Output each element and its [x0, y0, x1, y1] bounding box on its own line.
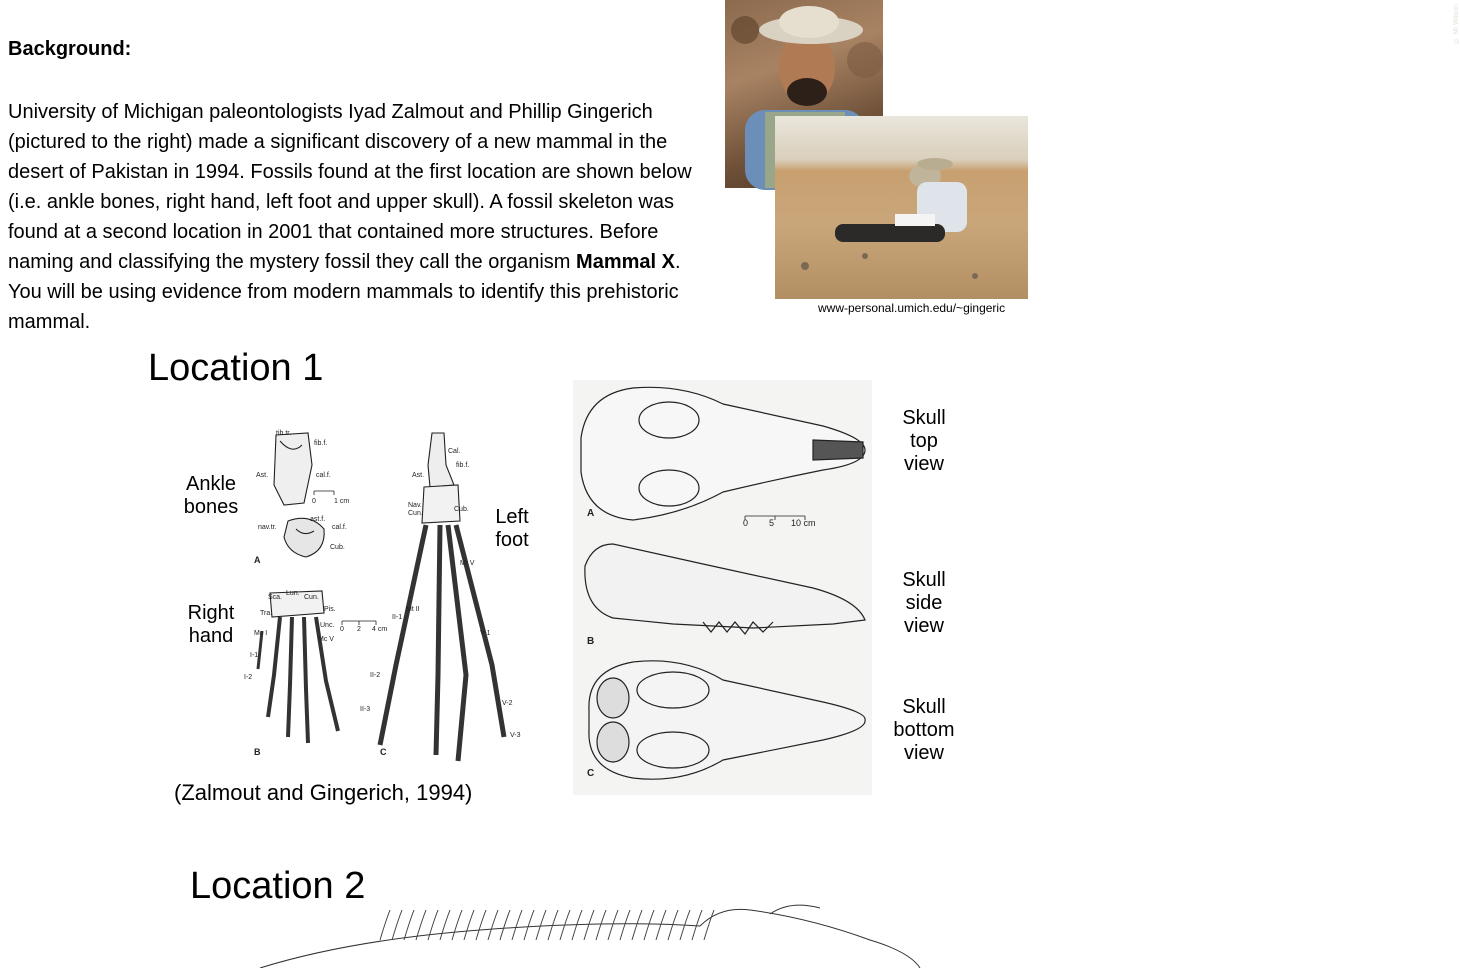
bone-tag: Nav. [408, 502, 422, 509]
bone-tag: II-2 [370, 672, 381, 679]
bone-tag: Cal. [448, 448, 461, 455]
location-1-title: Location 1 [148, 347, 324, 389]
skeleton-rib [632, 910, 642, 940]
skeleton-rib [488, 910, 498, 940]
bone-tag: Tra. [260, 610, 273, 617]
skeleton-rib [512, 910, 522, 940]
bone-tag: ast.f. [310, 516, 326, 523]
hand-scale-label: 4 cm [372, 626, 388, 633]
bone-tag: fib.f. [314, 440, 328, 447]
skeleton-rib [464, 910, 474, 940]
ankle-scale-label: 0 [312, 498, 316, 505]
citation: (Zalmout and Gingerich, 1994) [174, 780, 473, 805]
bone-tag: nav.tr. [258, 524, 277, 531]
skeleton-rib [656, 910, 666, 940]
skeleton-rib [536, 910, 546, 940]
skeleton-rib [620, 910, 630, 940]
figure-letter-a: A [254, 555, 261, 565]
skeleton-rib [440, 910, 450, 940]
photo-credit: www-personal.umich.edu/~gingeric [818, 301, 1006, 315]
skeleton-rib [380, 910, 390, 940]
hand-scale-label: 0 [340, 626, 344, 633]
skeleton-rib [644, 910, 654, 940]
bone-tag: II-1 [392, 614, 403, 621]
bone-tag: Cun. [304, 594, 319, 601]
bone-tag: Ast. [256, 472, 269, 479]
bone-tag: Cun. [408, 510, 423, 517]
background-text-1: University of Michigan paleontologists Iyad Zalmout and Phillip Gingerich (pictured to the right) made a significant discovery of a new mammal in the desert of Pakistan in 1994. Fossils found at the first location are shown below (i.e. ankle bones, right hand, left foot and upper skull). A fossil skeleton was found at a second location in 2001 that contained more structures. Before naming and classifying the mystery fossil they call the organism [8, 101, 692, 273]
photo-small-credit: © Mi Wilson [1453, 4, 1460, 44]
bone-tag: cal.f. [332, 524, 347, 531]
bone-tag: I-2 [244, 674, 253, 681]
label-skull-top: Skull top view [902, 407, 946, 475]
background-heading: Background: [8, 38, 132, 60]
photo-gingerich [775, 116, 1028, 299]
hand-scale-label: 2 [357, 626, 361, 633]
bone-tag: Lun. [286, 590, 300, 597]
label-skull-bottom: Skull bottom view [893, 696, 955, 764]
bone-tag: fib.f. [456, 462, 470, 469]
skeleton-rib [392, 910, 402, 940]
mammal-x-term: Mammal X [576, 251, 675, 273]
ankle-scale-label: 1 cm [334, 498, 350, 505]
bone-tag: Ast. [412, 472, 425, 479]
label-skull-side: Skull side view [902, 569, 946, 637]
skeleton-rib [608, 910, 618, 940]
skull-letter-c: C [587, 768, 595, 779]
skeleton-rib [500, 910, 510, 940]
bone-tag: Cub. [330, 544, 345, 551]
skeleton-rib [704, 910, 714, 940]
bone-tag: V-3 [510, 732, 521, 739]
skull-illustration-panel [573, 380, 872, 795]
bone-tag: I-1 [250, 652, 259, 659]
skull-letter-b: B [587, 636, 595, 647]
background-text-2: . You will be using evidence from modern mammals to identify this prehistoric mammal. [8, 251, 681, 333]
skeleton-rib [596, 910, 606, 940]
bone-tag: Mc I [254, 630, 268, 637]
bone-tag: tib.tr. [276, 430, 292, 437]
background-paragraph [8, 97, 698, 337]
label-ankle-bones: Ankle bones [183, 473, 239, 518]
bone-tag: Pis. [324, 606, 336, 613]
bone-tag: Mc V [318, 636, 334, 643]
skeleton-illustration [230, 900, 930, 968]
skull-scale-label: 5 [769, 518, 775, 528]
bone-tag: Cub. [454, 506, 469, 513]
label-right-hand: Right hand [187, 602, 235, 647]
bone-tag: Mt V [460, 560, 475, 567]
label-left-foot: Left foot [495, 506, 529, 551]
skull-letter-a: A [587, 508, 595, 519]
skeleton-rib [584, 910, 594, 940]
skeleton-rib [452, 910, 462, 940]
skeleton-rib [404, 910, 414, 940]
ankle-hand-foot-illustration [240, 425, 540, 775]
skeleton-rib [476, 910, 486, 940]
skeleton-rib [428, 910, 438, 940]
bone-tag: Mt II [406, 606, 420, 613]
figure-letter-b: B [254, 747, 261, 757]
bone-tag: V-2 [502, 700, 513, 707]
figure-letter-c: C [380, 747, 387, 757]
skull-scale-label: 10 cm [791, 518, 816, 528]
bone-tag: cal.f. [316, 472, 331, 479]
bone-tag: II-3 [360, 706, 371, 713]
bone-tag: Sca. [268, 594, 283, 601]
bone-tag: Unc. [320, 622, 335, 629]
location-2-title: Location 2 [190, 865, 366, 907]
skull-scale-label: 0 [743, 518, 749, 528]
skeleton-rib [524, 910, 534, 940]
bone-tag: V-1 [480, 630, 491, 637]
